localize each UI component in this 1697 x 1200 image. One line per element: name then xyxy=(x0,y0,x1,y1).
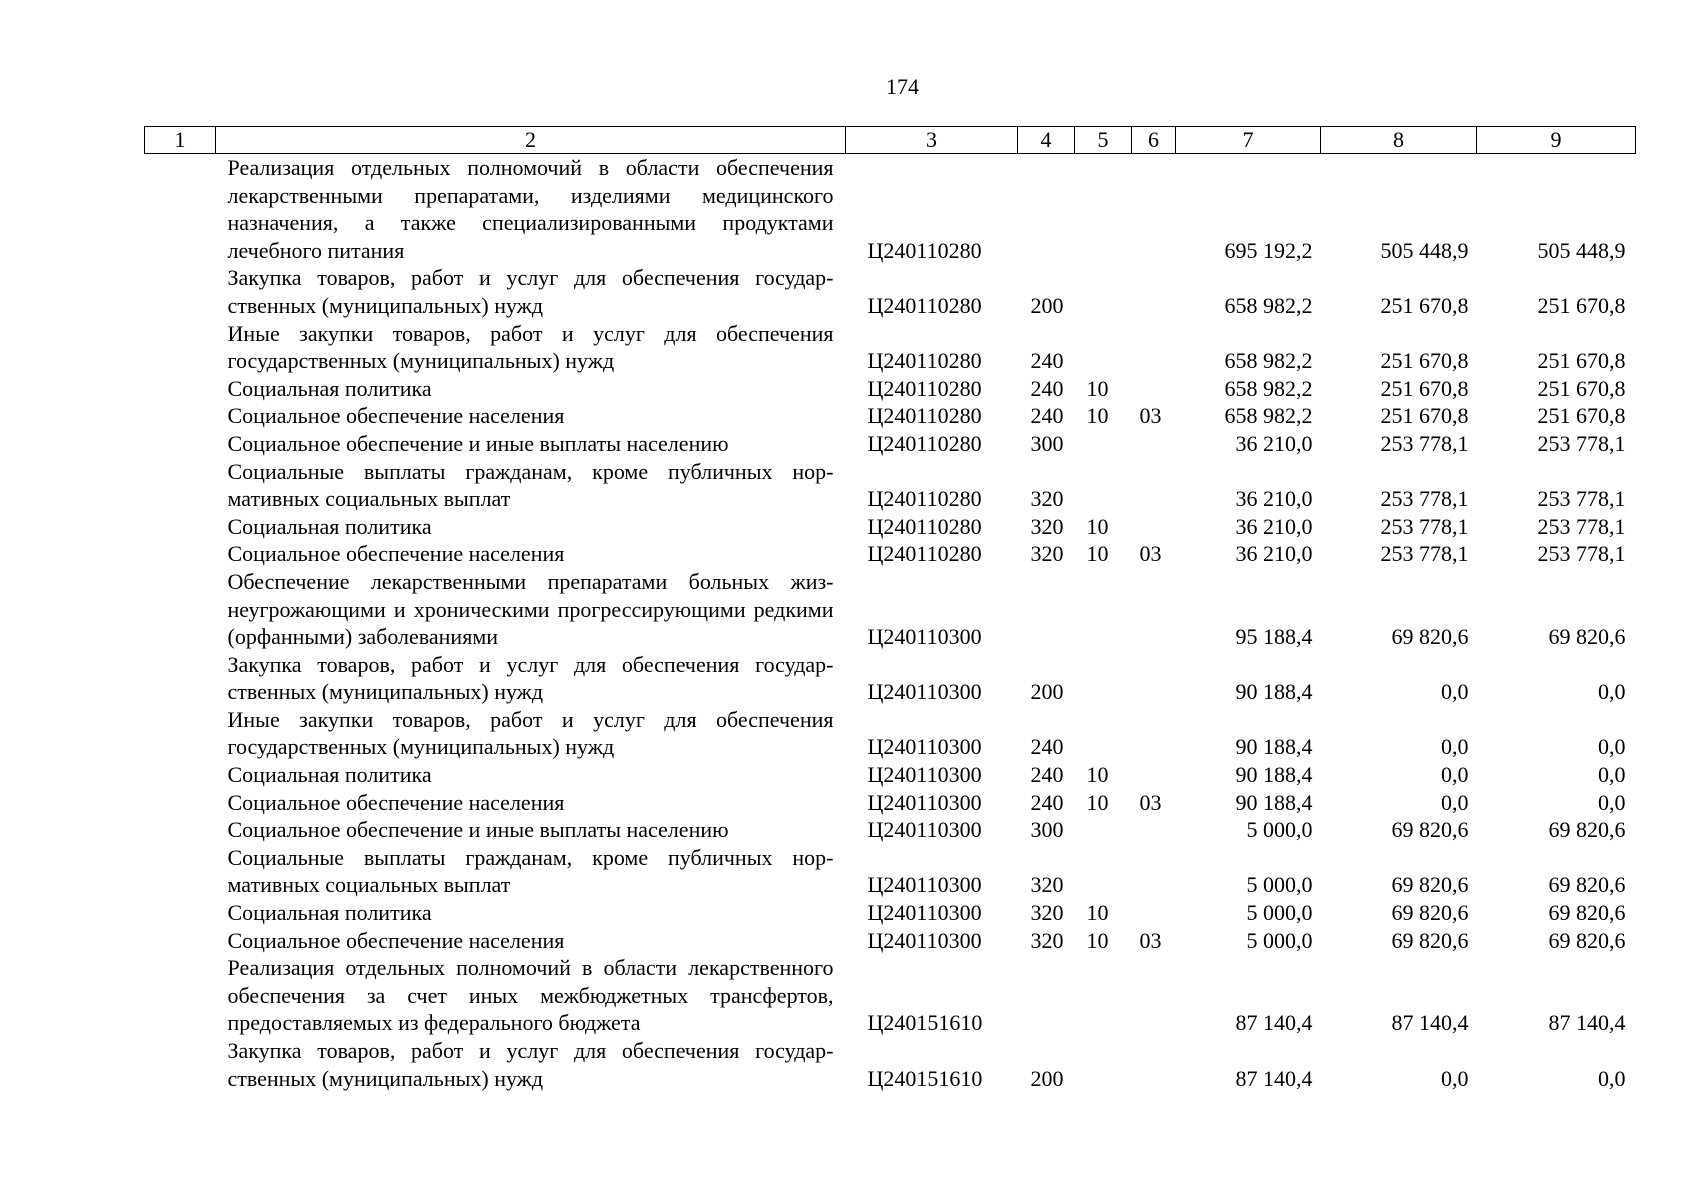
column-header-8: 8 xyxy=(1321,127,1477,154)
row-name: Иные закупки товаров, работ и услуг для обеспечения государственных (муниципальных) нужд xyxy=(227,320,834,374)
row-section xyxy=(1075,816,1132,844)
table-row xyxy=(145,706,1636,761)
row-section xyxy=(1075,844,1132,899)
column-header-2: 2 xyxy=(216,127,846,154)
row-value-9: 69 820,6 xyxy=(1548,817,1626,843)
row-value-8: 69 820,6 xyxy=(1391,872,1469,898)
row-name: Социальные выплаты гражданам, кроме публичных нормативных социальных выплат xyxy=(227,844,834,898)
row-value-8: 251 670,8 xyxy=(1380,403,1469,429)
table-row xyxy=(145,761,1636,789)
row-value-9: 251 670,8 xyxy=(1537,375,1626,401)
row-value-8: 251 670,8 xyxy=(1380,348,1469,374)
row-value-9: 0,0 xyxy=(1598,789,1626,815)
row-name: Социальное обеспечение и иные выплаты населению xyxy=(227,817,729,843)
row-value-7: 87 140,4 xyxy=(1235,1065,1313,1091)
row-number-cell xyxy=(145,706,216,761)
row-number-cell xyxy=(145,761,216,789)
row-section xyxy=(1075,1037,1132,1092)
row-expense-type xyxy=(1018,154,1075,265)
table-row xyxy=(145,154,1636,265)
row-value-8: 253 778,1 xyxy=(1380,541,1469,567)
row-name: Реализация отдельных полномочий в области обеспечения лекарственными препаратами, изделиями медицинского назначения, а также специализированными продуктами лечебного питания xyxy=(227,155,834,263)
table-row xyxy=(145,789,1636,817)
row-name: Социальное обеспечение населения xyxy=(227,927,565,953)
row-name: Социальное обеспечение населения xyxy=(227,789,565,815)
row-expense-type: 320 xyxy=(1030,872,1064,898)
row-section xyxy=(1075,320,1132,375)
row-value-8: 69 820,6 xyxy=(1391,817,1469,843)
row-value-7: 658 982,2 xyxy=(1224,375,1313,401)
table-row xyxy=(145,513,1636,541)
row-value-8: 0,0 xyxy=(1441,789,1469,815)
row-value-9: 251 670,8 xyxy=(1537,348,1626,374)
row-value-7: 5 000,0 xyxy=(1246,900,1313,926)
table-row xyxy=(145,899,1636,927)
row-target-code: Ц240110300 xyxy=(867,789,982,815)
row-value-7: 695 192,2 xyxy=(1224,237,1313,263)
table-row xyxy=(145,458,1636,513)
row-subsection xyxy=(1132,320,1176,375)
row-number-cell xyxy=(145,375,216,403)
row-subsection xyxy=(1132,954,1176,1037)
row-expense-type: 240 xyxy=(1030,762,1064,788)
row-value-7: 658 982,2 xyxy=(1224,403,1313,429)
row-value-7: 658 982,2 xyxy=(1224,348,1313,374)
column-header-6: 6 xyxy=(1132,127,1176,154)
row-target-code: Ц240110280 xyxy=(867,237,982,263)
row-number-cell xyxy=(145,844,216,899)
row-target-code: Ц240110280 xyxy=(867,486,982,512)
row-value-9: 69 820,6 xyxy=(1548,872,1626,898)
row-target-code: Ц240110280 xyxy=(867,430,982,456)
row-value-7: 5 000,0 xyxy=(1246,927,1313,953)
row-number-cell xyxy=(145,320,216,375)
column-header-1: 1 xyxy=(145,127,216,154)
table-row xyxy=(145,927,1636,955)
row-value-7: 36 210,0 xyxy=(1235,486,1313,512)
table-body xyxy=(145,154,1636,1093)
row-section xyxy=(1075,954,1132,1037)
row-expense-type: 240 xyxy=(1030,789,1064,815)
row-value-7: 90 188,4 xyxy=(1235,679,1313,705)
row-expense-type: 200 xyxy=(1030,292,1064,318)
row-expense-type: 320 xyxy=(1030,513,1064,539)
row-target-code: Ц240110300 xyxy=(867,734,982,760)
row-value-7: 95 188,4 xyxy=(1235,624,1313,650)
column-header-5: 5 xyxy=(1075,127,1132,154)
row-target-code: Ц240110300 xyxy=(867,900,982,926)
row-value-9: 253 778,1 xyxy=(1537,430,1626,456)
row-section: 10 xyxy=(1086,541,1109,567)
row-name: Обеспечение лекарственными препаратами больных жизнеугрожающими и хроническими прогрессирующими редкими (орфанными) заболеваниями xyxy=(227,568,834,650)
table-row xyxy=(145,540,1636,568)
row-section: 10 xyxy=(1086,375,1109,401)
row-name: Социальное обеспечение населения xyxy=(227,403,565,429)
row-number-cell xyxy=(145,458,216,513)
row-subsection xyxy=(1132,761,1176,789)
row-target-code: Ц240151610 xyxy=(867,1010,983,1036)
row-number-cell xyxy=(145,540,216,568)
row-expense-type: 240 xyxy=(1030,375,1064,401)
row-expense-type: 240 xyxy=(1030,734,1064,760)
table-row xyxy=(145,568,1636,651)
row-target-code: Ц240110300 xyxy=(867,624,982,650)
row-value-7: 36 210,0 xyxy=(1235,430,1313,456)
column-header-3: 3 xyxy=(846,127,1018,154)
row-section xyxy=(1075,706,1132,761)
row-number-cell xyxy=(145,1037,216,1092)
row-target-code: Ц240110280 xyxy=(867,403,982,429)
row-subsection xyxy=(1132,430,1176,458)
row-subsection xyxy=(1132,458,1176,513)
row-value-7: 90 188,4 xyxy=(1235,789,1313,815)
table-row xyxy=(145,375,1636,403)
row-name: Закупка товаров, работ и услуг для обеспечения государственных (муниципальных) нужд xyxy=(227,651,834,705)
row-subsection xyxy=(1132,706,1176,761)
row-section xyxy=(1075,154,1132,265)
row-value-8: 0,0 xyxy=(1441,734,1469,760)
row-expense-type: 320 xyxy=(1030,900,1064,926)
row-section: 10 xyxy=(1086,762,1109,788)
table-row xyxy=(145,844,1636,899)
row-subsection xyxy=(1132,1037,1176,1092)
row-subsection: 03 xyxy=(1139,403,1162,429)
row-value-9: 251 670,8 xyxy=(1537,292,1626,318)
row-expense-type: 240 xyxy=(1030,403,1064,429)
row-section: 10 xyxy=(1086,403,1109,429)
table-row xyxy=(145,402,1636,430)
row-target-code: Ц240110280 xyxy=(867,541,982,567)
row-subsection xyxy=(1132,375,1176,403)
row-name: Иные закупки товаров, работ и услуг для обеспечения государственных (муниципальных) нужд xyxy=(227,706,834,760)
row-section xyxy=(1075,651,1132,706)
row-section xyxy=(1075,458,1132,513)
row-value-7: 5 000,0 xyxy=(1246,872,1313,898)
row-value-9: 253 778,1 xyxy=(1537,513,1626,539)
row-expense-type xyxy=(1018,954,1075,1037)
row-target-code: Ц240110300 xyxy=(867,817,982,843)
row-section: 10 xyxy=(1086,513,1109,539)
row-value-9: 0,0 xyxy=(1598,1065,1626,1091)
row-section xyxy=(1075,568,1132,651)
row-target-code: Ц240151610 xyxy=(867,1065,983,1091)
row-value-8: 69 820,6 xyxy=(1391,624,1469,650)
row-name: Реализация отдельных полномочий в области лекарственного обеспечения за счет иных межбюджетных трансфертов, предоставляемых из федерального бюджета xyxy=(227,955,834,1036)
row-expense-type: 300 xyxy=(1030,430,1064,456)
row-value-9: 253 778,1 xyxy=(1537,541,1626,567)
row-name: Социальная политика xyxy=(227,375,432,401)
row-value-9: 253 778,1 xyxy=(1537,486,1626,512)
row-value-7: 5 000,0 xyxy=(1246,817,1313,843)
row-subsection: 03 xyxy=(1139,541,1162,567)
row-value-7: 90 188,4 xyxy=(1235,762,1313,788)
row-section: 10 xyxy=(1086,789,1109,815)
row-value-9: 69 820,6 xyxy=(1548,927,1626,953)
row-value-8: 253 778,1 xyxy=(1380,486,1469,512)
row-section: 10 xyxy=(1086,927,1109,953)
row-value-7: 87 140,4 xyxy=(1235,1010,1313,1036)
row-value-7: 36 210,0 xyxy=(1235,513,1313,539)
row-section xyxy=(1075,430,1132,458)
row-number-cell xyxy=(145,927,216,955)
row-name: Закупка товаров, работ и услуг для обеспечения государственных (муниципальных) нужд xyxy=(227,1038,834,1091)
row-subsection xyxy=(1132,154,1176,265)
row-target-code: Ц240110280 xyxy=(867,348,982,374)
row-section: 10 xyxy=(1086,900,1109,926)
row-expense-type xyxy=(1018,568,1075,651)
row-number-cell xyxy=(145,568,216,651)
row-name: Социальное обеспечение и иные выплаты населению xyxy=(227,430,729,456)
row-value-9: 0,0 xyxy=(1598,679,1626,705)
row-subsection xyxy=(1132,651,1176,706)
row-target-code: Ц240110300 xyxy=(867,762,982,788)
row-number-cell xyxy=(145,513,216,541)
row-value-8: 253 778,1 xyxy=(1380,513,1469,539)
row-value-8: 0,0 xyxy=(1441,679,1469,705)
row-value-8: 69 820,6 xyxy=(1391,900,1469,926)
row-number-cell xyxy=(145,264,216,319)
row-value-7: 36 210,0 xyxy=(1235,541,1313,567)
row-subsection xyxy=(1132,844,1176,899)
row-name: Закупка товаров, работ и услуг для обеспечения государственных (муниципальных) нужд xyxy=(227,265,834,318)
column-header-7: 7 xyxy=(1176,127,1321,154)
row-target-code: Ц240110300 xyxy=(867,679,982,705)
row-value-8: 0,0 xyxy=(1441,762,1469,788)
row-subsection xyxy=(1132,899,1176,927)
table-row xyxy=(145,954,1636,1037)
row-value-9: 69 820,6 xyxy=(1548,900,1626,926)
row-number-cell xyxy=(145,954,216,1037)
row-section xyxy=(1075,264,1132,319)
row-target-code: Ц240110300 xyxy=(867,927,982,953)
row-expense-type: 320 xyxy=(1030,927,1064,953)
row-value-9: 0,0 xyxy=(1598,734,1626,760)
row-name: Социальная политика xyxy=(227,513,432,539)
row-value-7: 90 188,4 xyxy=(1235,734,1313,760)
row-target-code: Ц240110280 xyxy=(867,513,982,539)
row-number-cell xyxy=(145,651,216,706)
table-row xyxy=(145,430,1636,458)
row-value-9: 251 670,8 xyxy=(1537,403,1626,429)
table-row xyxy=(145,816,1636,844)
row-target-code: Ц240110280 xyxy=(867,375,982,401)
row-subsection xyxy=(1132,264,1176,319)
row-value-8: 69 820,6 xyxy=(1391,927,1469,953)
row-subsection xyxy=(1132,816,1176,844)
row-value-9: 87 140,4 xyxy=(1548,1010,1626,1036)
row-value-7: 658 982,2 xyxy=(1224,292,1313,318)
row-number-cell xyxy=(145,154,216,265)
column-header-4: 4 xyxy=(1018,127,1075,154)
table-row xyxy=(145,264,1636,319)
row-name: Социальная политика xyxy=(227,762,432,788)
column-header-9: 9 xyxy=(1477,127,1636,154)
table-row xyxy=(145,1037,1636,1092)
row-name: Социальная политика xyxy=(227,900,432,926)
row-expense-type: 240 xyxy=(1030,348,1064,374)
row-expense-type: 200 xyxy=(1030,679,1064,705)
row-expense-type: 320 xyxy=(1030,541,1064,567)
row-subsection xyxy=(1132,513,1176,541)
row-number-cell xyxy=(145,789,216,817)
row-expense-type: 300 xyxy=(1030,817,1064,843)
row-number-cell xyxy=(145,816,216,844)
row-value-8: 87 140,4 xyxy=(1391,1010,1469,1036)
row-expense-type: 320 xyxy=(1030,486,1064,512)
row-value-8: 251 670,8 xyxy=(1380,375,1469,401)
row-expense-type: 200 xyxy=(1030,1065,1064,1091)
row-number-cell xyxy=(145,402,216,430)
row-name: Социальное обеспечение населения xyxy=(227,541,565,567)
header-row xyxy=(145,127,1636,154)
row-subsection: 03 xyxy=(1139,789,1162,815)
row-target-code: Ц240110280 xyxy=(867,292,982,318)
budget-table xyxy=(144,126,1636,1092)
row-number-cell xyxy=(145,430,216,458)
row-subsection: 03 xyxy=(1139,927,1162,953)
row-number-cell xyxy=(145,899,216,927)
row-value-8: 0,0 xyxy=(1441,1065,1469,1091)
row-subsection xyxy=(1132,568,1176,651)
page-number: 174 xyxy=(886,74,919,99)
row-value-8: 251 670,8 xyxy=(1380,292,1469,318)
row-target-code: Ц240110300 xyxy=(867,872,982,898)
row-value-8: 505 448,9 xyxy=(1380,237,1469,263)
table-row xyxy=(145,651,1636,706)
row-value-9: 0,0 xyxy=(1598,762,1626,788)
table-row xyxy=(145,320,1636,375)
row-value-9: 505 448,9 xyxy=(1537,237,1626,263)
row-value-9: 69 820,6 xyxy=(1548,624,1626,650)
row-name: Социальные выплаты гражданам, кроме публичных нормативных социальных выплат xyxy=(227,458,834,512)
row-value-8: 253 778,1 xyxy=(1380,430,1469,456)
